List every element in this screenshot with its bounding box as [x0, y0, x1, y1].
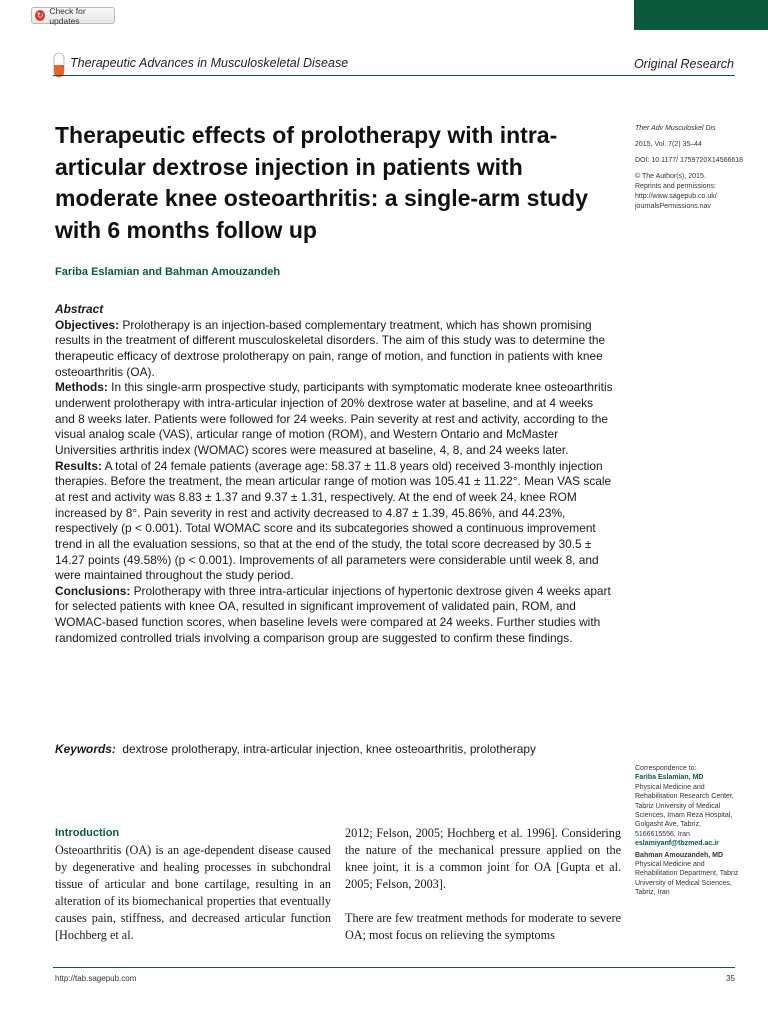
journal-name: Therapeutic Advances in Musculoskeletal Disease: [70, 56, 349, 70]
correspondence-label: Correspondence to:: [635, 765, 697, 772]
abstract-results: [55, 459, 615, 584]
journal-abbreviation: Ther Adv Musculoskel Dis: [635, 125, 716, 132]
doi: DOI: 10.1177/ 1759720X14566618: [635, 157, 744, 164]
conclusions-text: Prolotherapy with three intra-articular injections of hypertonic dextrose given 4 weeks apart for selected patients with knee OA, resulted in significant improvement of validated pain, ROM, and WOMAC-based function scores, when baseline levels were compared at 24 weeks. Further studies with randomized controlled trials involving a comparison group are suggested to confirm these findings.: [55, 583, 611, 645]
footer-url[interactable]: http://tab.sagepub.com: [55, 974, 137, 983]
abstract-heading: Abstract: [55, 302, 104, 316]
conclusions-label: Conclusions:: [55, 583, 131, 598]
keywords-text: dextrose prolotherapy, intra-articular injection, knee osteoarthritis, prolotherapy: [122, 742, 536, 756]
body-column-right: [345, 825, 621, 944]
methods-label: Methods:: [55, 380, 108, 395]
page-number: 35: [726, 974, 735, 983]
results-label: Results:: [55, 458, 102, 473]
corresponding-author-name: Fariba Eslamian, MD: [635, 774, 704, 782]
corresponding-author-email[interactable]: eslamiyanf@tbzmed.ac.ir: [635, 840, 719, 848]
footer-divider: [53, 967, 735, 968]
article-type: Original Research: [633, 57, 734, 71]
brand-color-block: [634, 0, 768, 30]
abstract-conclusions: [55, 584, 615, 647]
header-divider: [53, 75, 735, 76]
abstract: [55, 302, 615, 646]
check-for-updates-label: Check for updates: [49, 5, 86, 26]
second-author-name: Bahman Amouzandeh, MD: [635, 851, 724, 859]
abstract-methods: [55, 380, 615, 458]
section-heading-introduction: Introduction: [55, 827, 120, 839]
body-paragraph: Osteoarthritis (OA) is an age-dependent disease caused by degenerative and healing processes in subchondral tissue of articular and bone cartilage, resulting in an alteration of its biomechanical properties that eventually causes pain, stiffness, and decreased articular function [Hochberg et al.: [55, 843, 331, 942]
keywords: [55, 742, 635, 756]
methods-text: In this single-arm prospective study, participants with symptomatic moderate knee osteoarthritis underwent prolotherapy with intra-articular injection of 20% dextrose water at baseline, and at 4 weeks and 8 weeks later. Patients were followed for 24 weeks. Pain severity at rest and activity, according to the visual analog scale (VAS), articular range of motion (ROM), and Western Ontario and McMaster Universities arthritis index (WOMAC) scores were measured at baseline, 4, 8, and 24 weeks later.: [55, 380, 613, 457]
reprints-link[interactable]: Reprints and permissions: http://www.sagepub.co.uk/ journalsPermissions.nav: [635, 183, 717, 210]
correspondence-block: [635, 764, 740, 898]
objectives-text: Prolotherapy is an injection-based complementary treatment, which has shown promising results in the treatment of different musculoskeletal disorders. The aim of this study was to determine the therapeutic efficacy of dextrose prolotherapy on pain, range of motion, and function in patients with knee osteoarthritis (OA).: [55, 317, 606, 379]
objectives-label: Objectives:: [55, 317, 120, 332]
abstract-objectives: [55, 318, 615, 381]
article-title: Therapeutic effects of prolotherapy with intra-articular dextrose injection in patients with moderate knee osteoarthritis: a single-arm study with 6 months follow up: [55, 122, 588, 243]
results-text: A total of 24 female patients (average age: 58.37 ± 11.8 years old) received 3-monthly injection therapies. Before the treatment, the mean articular range of motion was 105.41 ± 11.22°. Mean VAS scale at rest and activity was 8.83 ± 1.37 and 9.37 ± 1.31, respectively. At the end of week 24, knee ROM increased by 8°. Pain severity in rest and activity decreased to 4.87 ± 1.39, 45.86%, and 44.23%, respectively (p < 0.001). Total WOMAC score and its subcategories showed a continuous improvement trend in all the evaluation sessions, so that at the end of the study, the total score decreased by 30.5 ± 14.27 points (49.58%) (p < 0.001). Improvements of all parameters were considerable until week 8, and were maintained throughout the study period.: [55, 458, 612, 583]
body-column-left: [55, 825, 331, 944]
second-author-affiliation: Physical Medicine and Rehabilitation Department, Tabriz University of Medical Sciences, Tabriz, Iran: [635, 861, 739, 897]
refresh-icon: ↻: [36, 11, 44, 20]
corresponding-author-affiliation: Physical Medicine and Rehabilitation Research Center, Tabriz University of Medical Sciences, Imam Reza Hospital, Golgasht Ave, Tabriz, 5166615556, Iran: [635, 783, 734, 838]
body-paragraph: 2012; Felson, 2005; Hochberg et al. 1996]. Considering the nature of the mechanical pressure applied on the knee joint, it is a common joint for OA [Gupta et al. 2005; Felson, 2003].: [345, 826, 621, 891]
copyright: © The Author(s), 2015.: [635, 173, 706, 180]
author-list: Fariba Eslamian and Bahman Amouzandeh: [55, 266, 281, 278]
volume-info: 2015, Vol. 7(2) 35–44: [635, 141, 702, 148]
check-for-updates-button[interactable]: [31, 7, 115, 24]
article-metadata: [635, 124, 745, 212]
body-paragraph: There are few treatment methods for moderate to severe OA; most focus on relieving the symptoms: [345, 911, 621, 942]
keywords-label: Keywords:: [55, 742, 116, 756]
